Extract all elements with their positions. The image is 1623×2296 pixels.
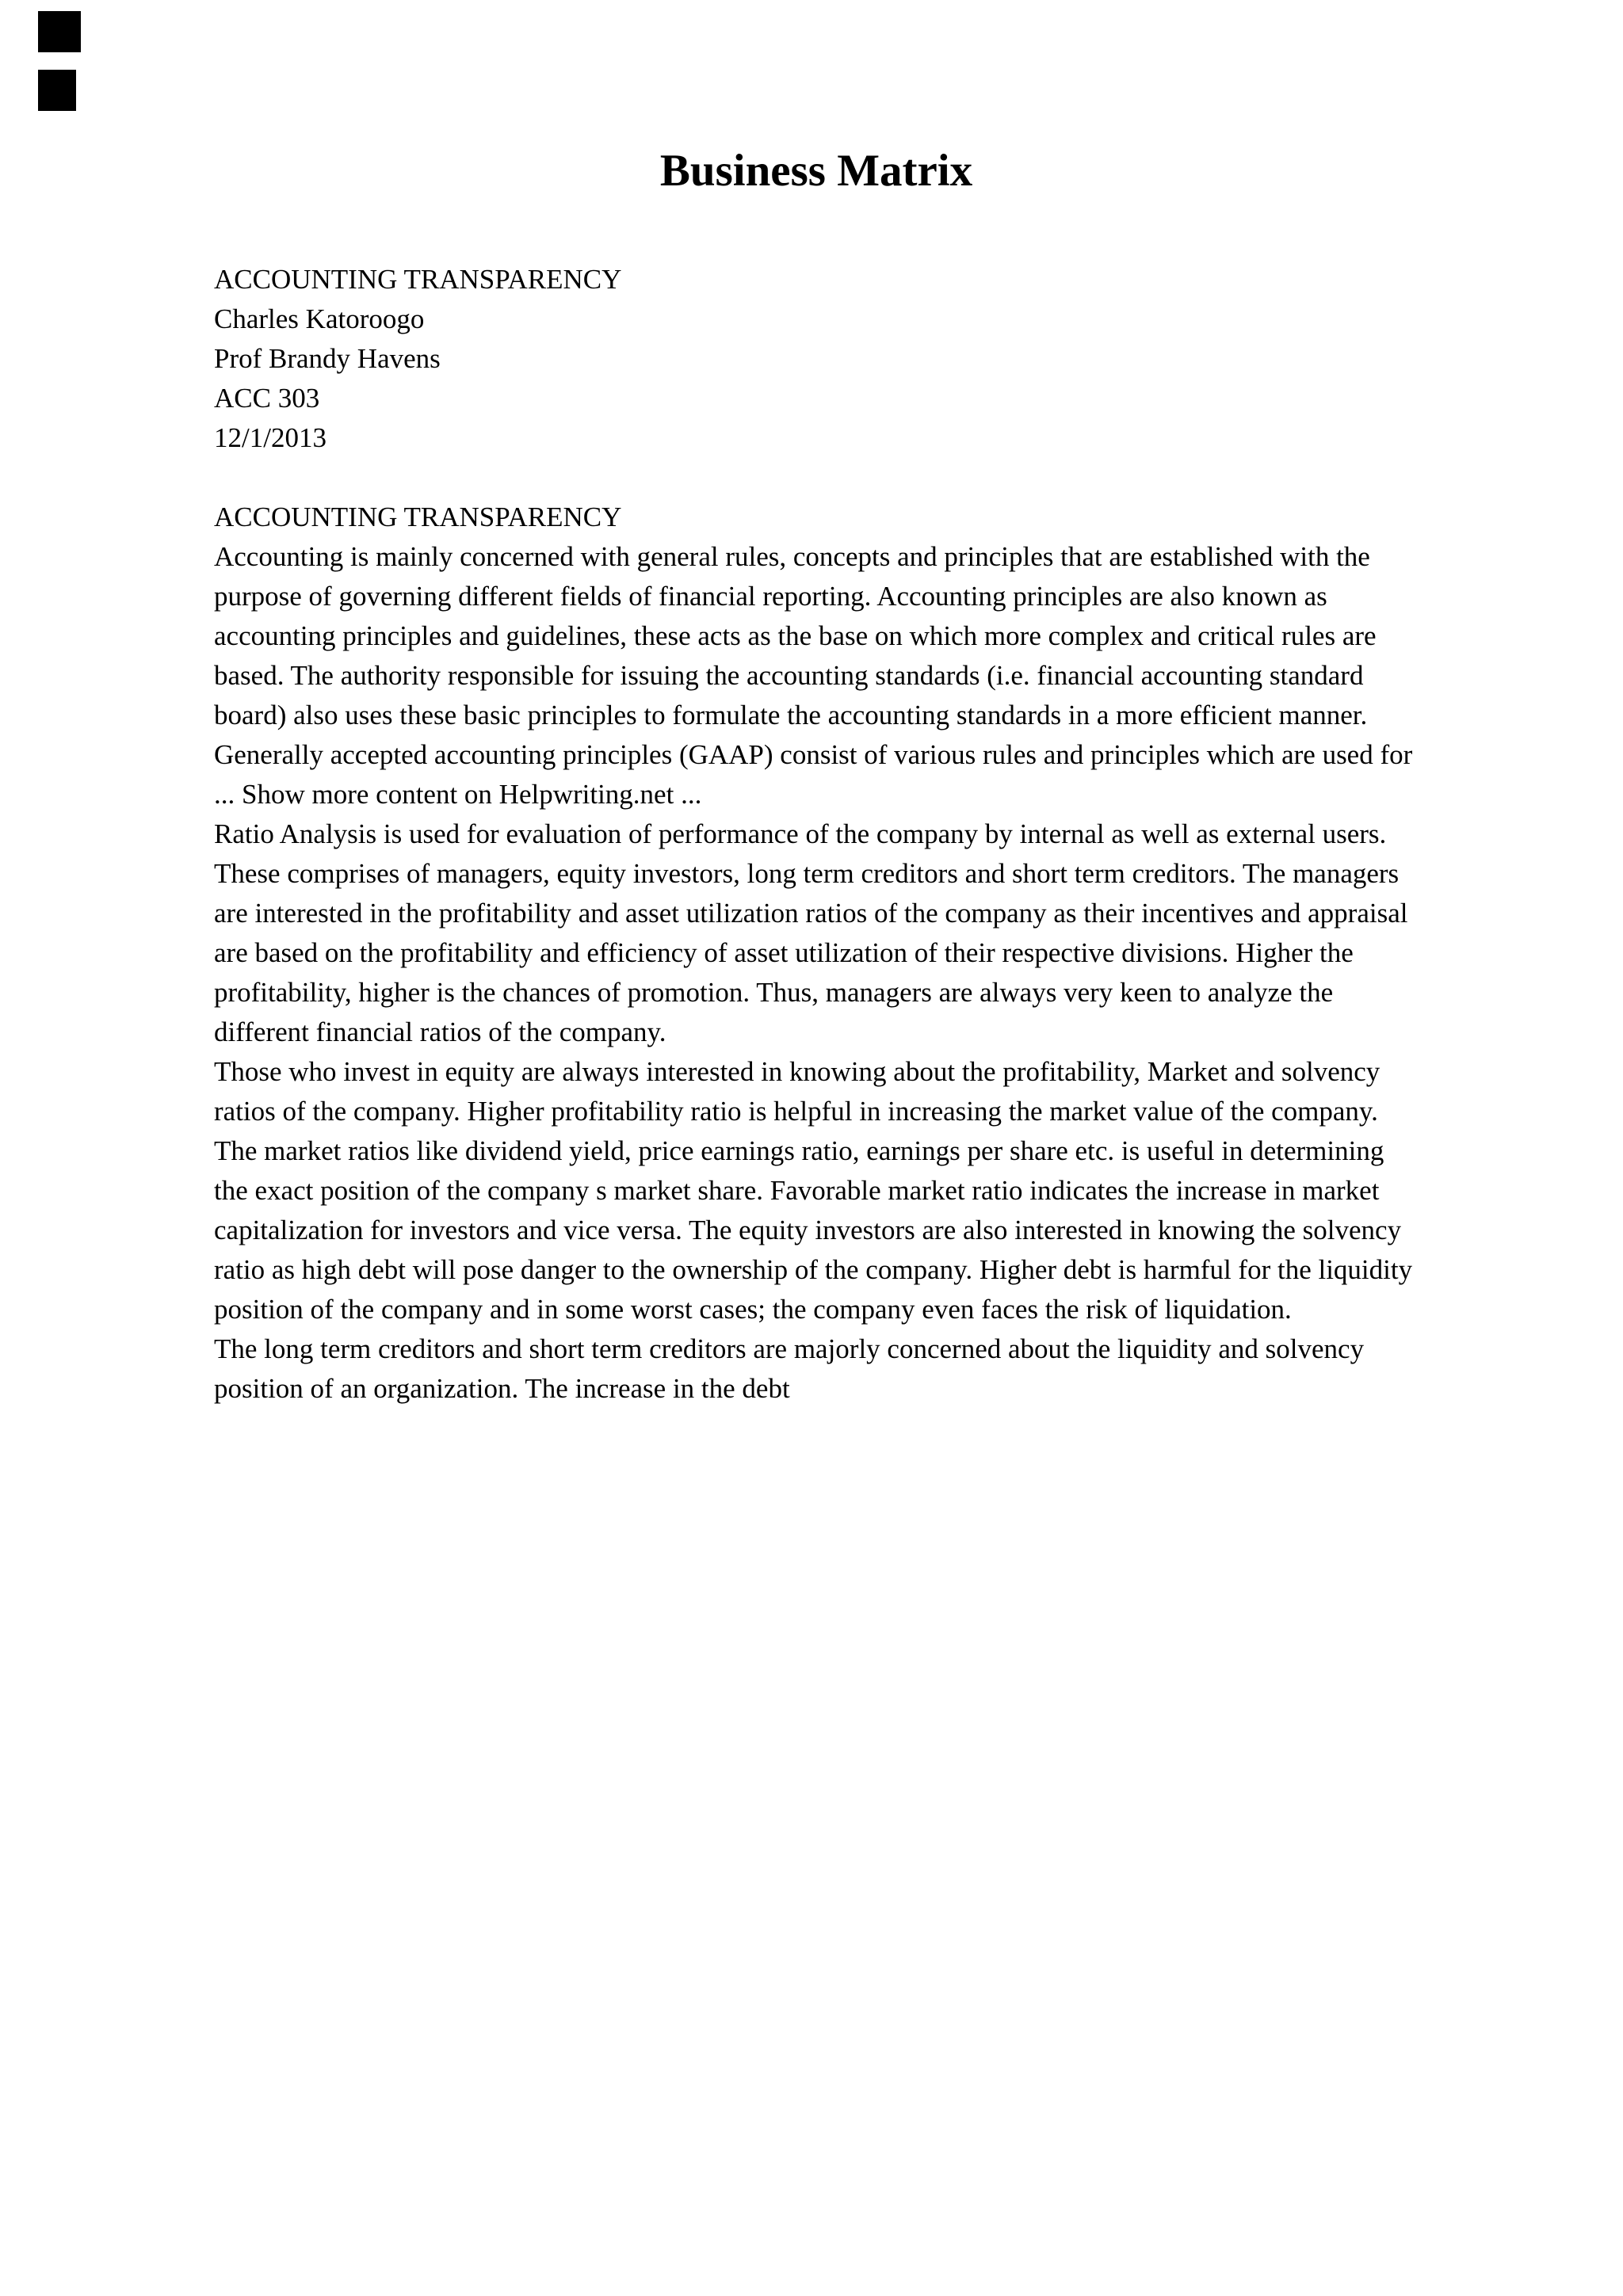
header-date: 12/1/2013 <box>214 422 327 454</box>
header-block <box>214 260 1419 458</box>
scan-artifact-top <box>38 11 81 52</box>
blank-line-spacer <box>214 458 1419 498</box>
header-course-title: ACCOUNTING TRANSPARENCY <box>214 264 622 296</box>
body-paragraph: Accounting is mainly concerned with general rules, concepts and principles that are established with the purpose of governing different fields of financial reporting. Accounting principles are also known as accounting principles and guidelines, these acts as the base on which more complex and critical rules are based. The authority responsible for issuing the accounting standards (i.e. financial accounting standard board) also uses these basic principles to formulate the accounting standards in a more efficient manner. <box>214 541 1377 731</box>
header-course-code: ACC 303 <box>214 383 320 414</box>
document-content <box>214 144 1419 1409</box>
body-paragraph: Generally accepted accounting principles (GAAP) consist of various rules and principles which are used for ... Show more content on Helpwriting.net ... <box>214 739 1413 810</box>
header-author: Charles Katoroogo <box>214 303 425 335</box>
body-paragraph: Those who invest in equity are always interested in knowing about the profitability, Market and solvency ratios of the company. Higher profitability ratio is helpful in increasing the market value of the company. The market ratios like dividend yield, price earnings ratio, earnings per share etc. is useful in determining the exact position of the company s market share. Favorable market ratio indicates the increase in market capitalization for investors and vice versa. The equity investors are also interested in knowing the solvency ratio as high debt will pose danger to the ownership of the company. Higher debt is harmful for the liquidity position of the company and in some worst cases; the company even faces the risk of liquidation. <box>214 1056 1413 1325</box>
body-paragraph: Ratio Analysis is used for evaluation of performance of the company by internal as well as external users. These comprises of managers, equity investors, long term creditors and short term creditors. The managers are interested in the profitability and asset utilization ratios of the company as their incentives and appraisal are based on the profitability and efficiency of asset utilization of their respective divisions. Higher the profitability, higher is the chances of promotion. Thus, managers are always very keen to analyze the different financial ratios of the company. <box>214 818 1408 1048</box>
page-title: Business Matrix <box>659 146 973 196</box>
header-professor: Prof Brandy Havens <box>214 343 441 375</box>
section-heading: ACCOUNTING TRANSPARENCY <box>214 502 622 533</box>
body-paragraph: The long term creditors and short term creditors are majorly concerned about the liquidity and solvency position of an organization. The increase in the debt <box>214 1333 1365 1405</box>
scan-artifact-bottom <box>38 70 76 111</box>
